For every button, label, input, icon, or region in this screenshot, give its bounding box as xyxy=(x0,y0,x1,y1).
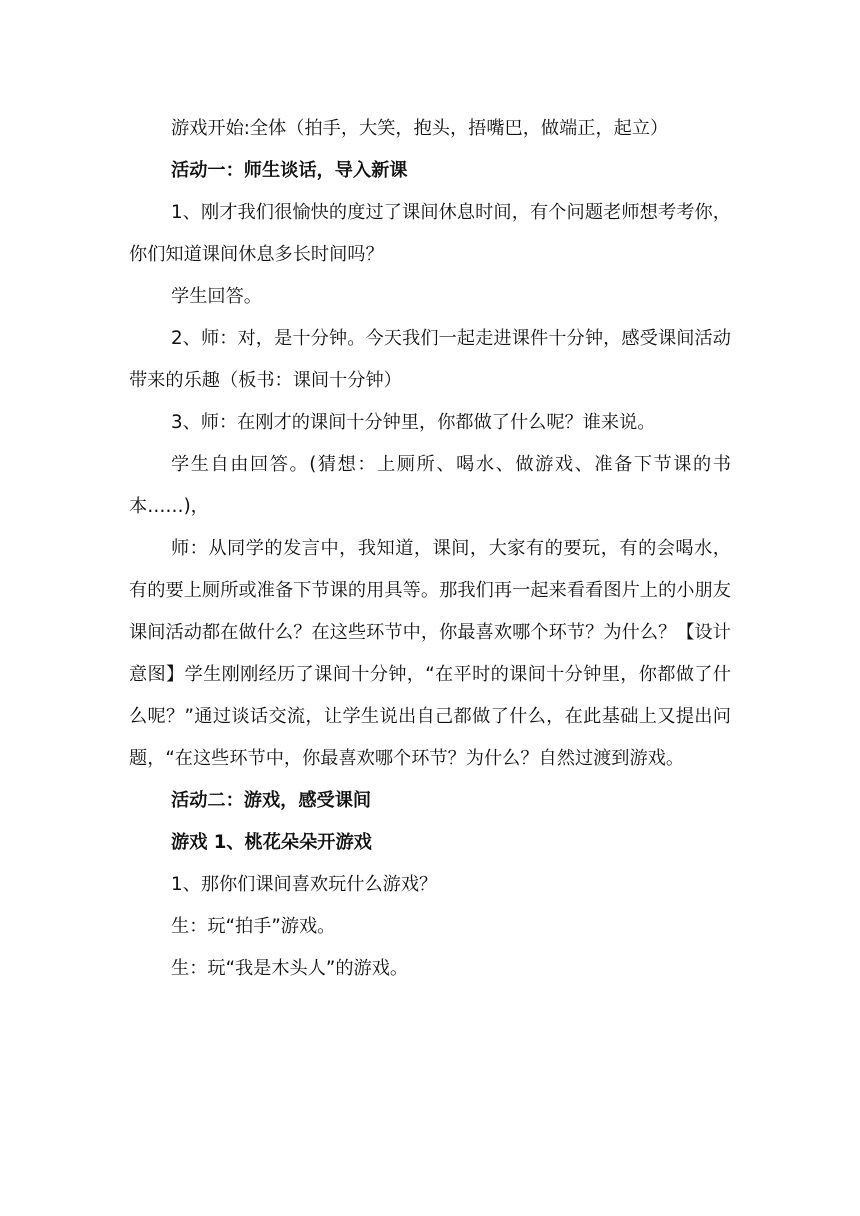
game-start-paragraph: 游戏开始:全体（拍手，大笑，抱头，捂嘴巴，做端正，起立） xyxy=(171,118,669,139)
student-wooden-man-answer: 生：玩“我是木头人”的游戏。 xyxy=(171,958,409,979)
student-free-answer-paragraph: 学生自由回答。(猜想：上厕所、喝水、做游戏、准备下节课的书本……)， xyxy=(129,454,731,517)
game-question-paragraph: 1、那你们课间喜欢玩什么游戏？ xyxy=(171,874,438,895)
teacher-question-paragraph: 3、师：在刚才的课间十分钟里，你都做了什么呢？谁来说。 xyxy=(171,412,656,433)
activity-one-heading: 活动一：师生谈话，导入新课 xyxy=(171,160,408,181)
design-intent-paragraph: 师：从同学的发言中，我知道，课间，大家有的要玩，有的会喝水，有的要上厕所或准备下节课的用具等。那我们再一起来看看图片上的小朋友课间活动都在做什么？在这些环节中，你最喜欢哪个环节？为什么？【设计意图】学生刚刚经历了课间十分钟，“在平时的课间十分钟里，你都做了什么呢？”通过谈话交流，让学生说出自己都做了什么，在此基础上又提出问题，“在这些环节中，你最喜欢哪个环节？为什么？自然过渡到游戏。 xyxy=(129,538,731,769)
game-one-heading: 游戏 1、桃花朵朵开游戏 xyxy=(171,832,372,853)
document-page xyxy=(129,108,731,990)
student-answer-paragraph: 学生回答。 xyxy=(171,286,262,307)
teacher-ten-minutes-paragraph: 2、师：对，是十分钟。今天我们一起走进课件十分钟，感受课间活动带来的乐趣（板书：课间十分钟） xyxy=(129,328,731,391)
question-one-paragraph: 1、刚才我们很愉快的度过了课间休息时间，有个问题老师想考考你，你们知道课间休息多长时间吗？ xyxy=(129,202,731,265)
student-clap-answer: 生：玩“拍手”游戏。 xyxy=(171,916,336,937)
activity-two-heading: 活动二：游戏，感受课间 xyxy=(171,790,372,811)
